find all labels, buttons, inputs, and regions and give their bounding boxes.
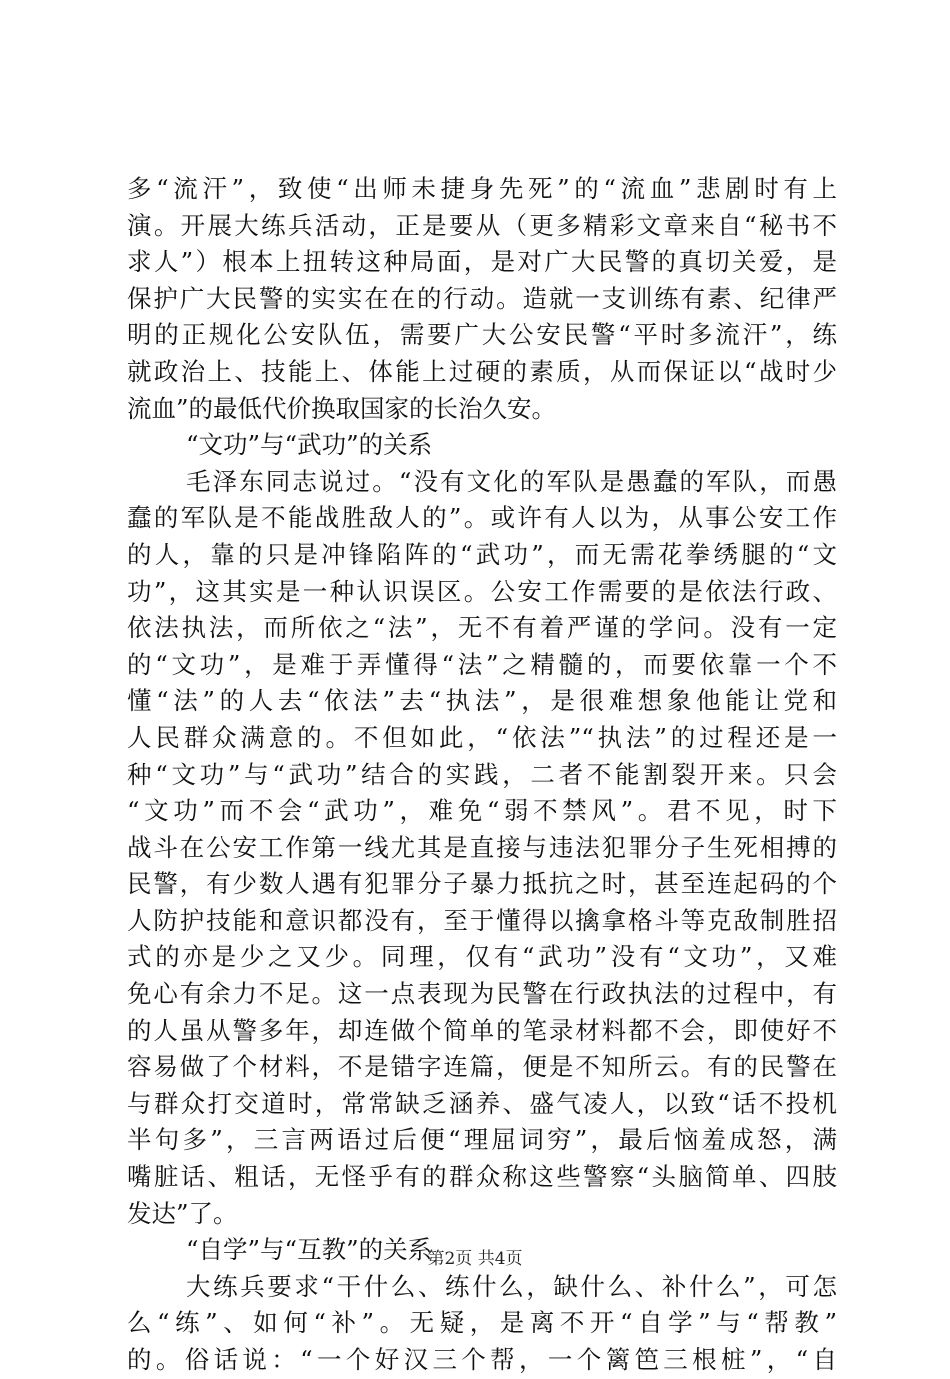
text-line: 么“练”、如何“补”。无疑，是离不开“自学”与“帮教” — [127, 1308, 837, 1338]
text-line: 明的正规化公安队伍，需要广大公安民警“平时多流汗”，练 — [127, 320, 837, 350]
page-footer: 第2页 共4页 — [427, 1249, 523, 1269]
text-line: 功”，这其实是一种认识误区。公安工作需要的是依法行政、 — [127, 576, 837, 606]
text-line: 战斗在公安工作第一线尤其是直接与违法犯罪分子生死相搏的 — [127, 832, 837, 862]
text-line: 的人，靠的只是冲锋陷阵的“武功”，而无需花拳绣腿的“文 — [127, 539, 837, 569]
text-line: 的人虽从警多年，却连做个简单的笔录材料都不会，即使好不 — [127, 1015, 837, 1045]
text-line: 的。俗话说：“一个好汉三个帮，一个篱笆三根桩”，“自 — [127, 1345, 837, 1374]
text-line: 保护广大民警的实实在在的行动。造就一支训练有素、纪律严 — [127, 283, 837, 313]
text-line: 半句多”，三言两语过后便“理屈词穷”，最后恼羞成怒，满 — [127, 1125, 837, 1155]
document-body — [127, 171, 837, 1379]
text-line: 容易做了个材料，不是错字连篇，便是不知所云。有的民警在 — [127, 1052, 837, 1082]
text-line: 人防护技能和意识都没有，至于懂得以擒拿格斗等克敌制胜招 — [127, 905, 837, 935]
text-line: 蠢的军队是不能战胜敌人的”。或许有人以为，从事公安工作 — [127, 503, 837, 533]
section-heading: “自学”与“互教”的关系 — [186, 1235, 433, 1265]
text-line: 求人”）根本上扭转这种局面，是对广大民警的真切关爱，是 — [127, 247, 837, 277]
text-line: “文功”而不会“武功”，难免“弱不禁风”。君不见，时下 — [127, 796, 837, 826]
text-line: 就政治上、技能上、体能上过硬的素质，从而保证以“战时少 — [127, 356, 837, 386]
text-line: 民警，有少数人遇有犯罪分子暴力抵抗之时，甚至连起码的个 — [127, 869, 837, 899]
text-line: 种“文功”与“武功”结合的实践，二者不能割裂开来。只会 — [127, 759, 837, 789]
text-line: 嘴脏话、粗话，无怪乎有的群众称这些警察“头脑简单、四肢 — [127, 1162, 837, 1192]
text-line: 与群众打交道时，常常缺乏涵养、盛气凌人，以致“话不投机 — [127, 1088, 837, 1118]
text-line: 发达”了。 — [127, 1198, 238, 1228]
text-line: 懂“法”的人去“依法”去“执法”，是很难想象他能让党和 — [127, 686, 837, 716]
section-heading: “文功”与“武功”的关系 — [186, 430, 433, 460]
text-line: 式的亦是少之又少。同理，仅有“武功”没有“文功”，又难 — [127, 942, 837, 972]
text-line: 的“文功”，是难于弄懂得“法”之精髓的，而要依靠一个不 — [127, 649, 837, 679]
text-line: 免心有余力不足。这一点表现为民警在行政执法的过程中，有 — [127, 979, 837, 1009]
text-line: 流血”的最低代价换取国家的长治久安。 — [127, 393, 557, 423]
text-line: 大练兵要求“干什么、练什么，缺什么、补什么”，可怎 — [186, 1271, 837, 1301]
text-line: 依法执法，而所依之“法”，无不有着严谨的学问。没有一定 — [127, 613, 837, 643]
text-line: 演。开展大练兵活动，正是要从（更多精彩文章来自“秘书不 — [127, 210, 837, 240]
text-line: 多“流汗”，致使“出师未捷身先死”的“流血”悲剧时有上 — [127, 174, 837, 203]
text-line: 人民群众满意的。不但如此，“依法”“执法”的过程还是一 — [127, 722, 837, 752]
text-line: 毛泽东同志说过。“没有文化的军队是愚蠢的军队，而愚 — [186, 466, 837, 496]
